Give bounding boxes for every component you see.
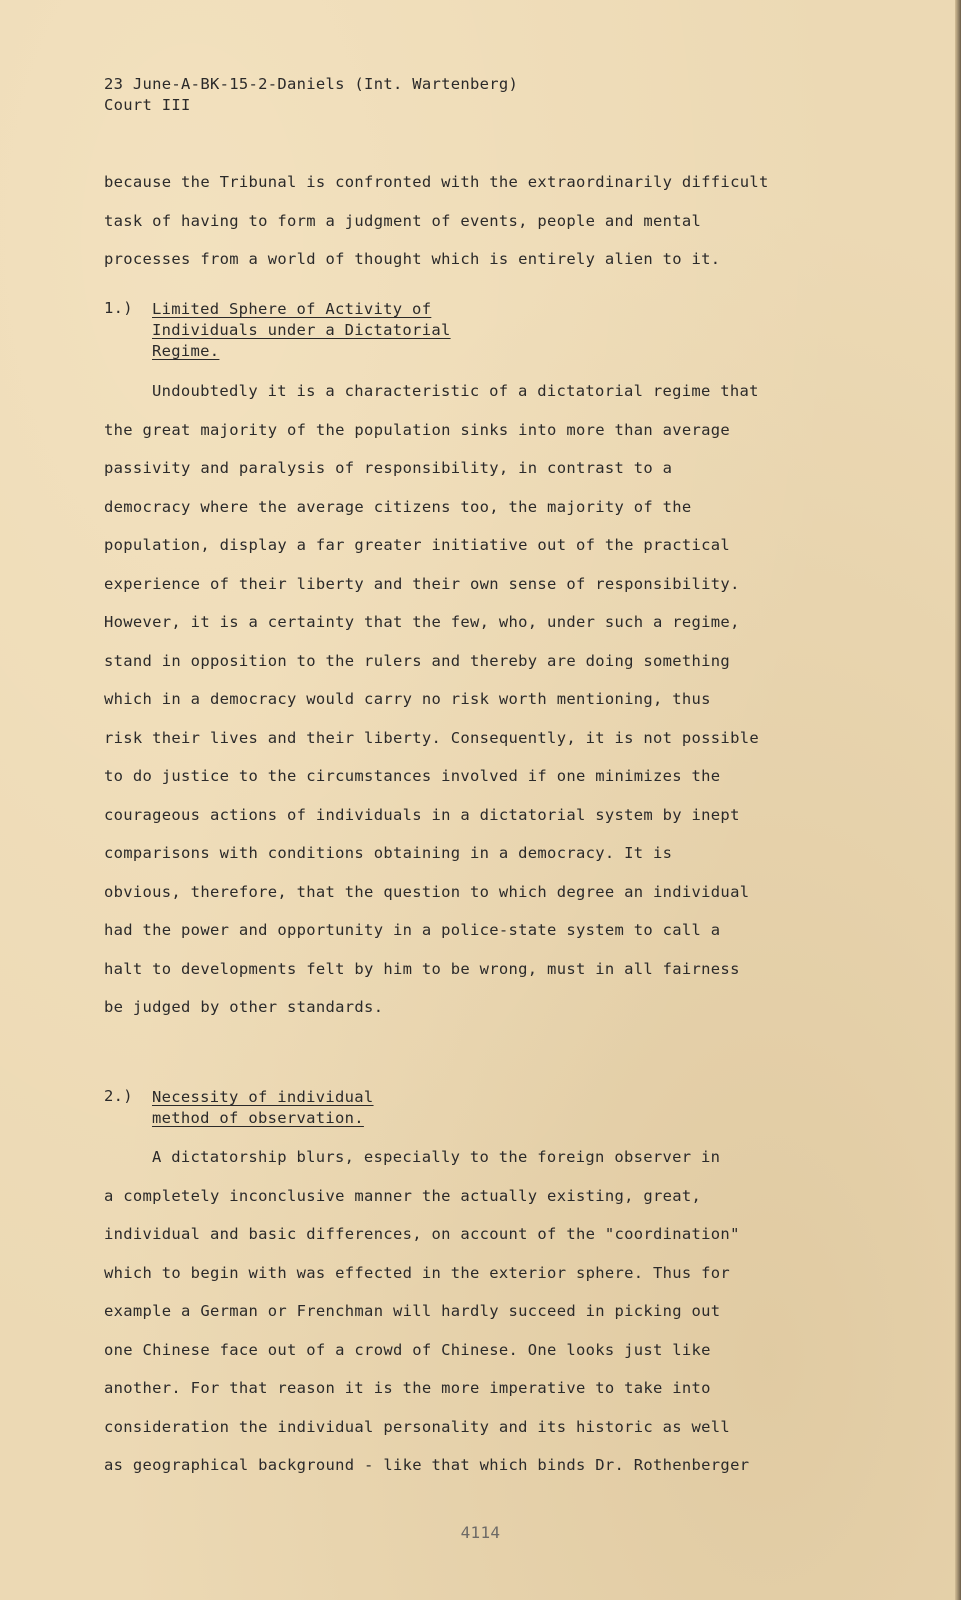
section-1-number: 1.) — [104, 299, 133, 317]
page-edge-shadow — [955, 0, 961, 1600]
text-line: experience of their liberty and their own sense of responsibility. — [104, 574, 740, 593]
text-line: risk their lives and their liberty. Consequently, it is not possible — [104, 728, 759, 747]
text-line: be judged by other standards. — [104, 998, 384, 1016]
text-line: However, it is a certainty that the few, who, under such a regime, — [104, 613, 740, 631]
text-line: democracy where the average citizens too, the majority of the — [104, 497, 692, 516]
text-line: halt to developments felt by him to be wrong, must in all fairness — [104, 959, 740, 978]
section-2-number: 2.) — [104, 1087, 133, 1105]
text-line: a completely inconclusive manner the actually existing, great, — [104, 1186, 702, 1205]
text-line: A dictatorship blurs, especially to the foreign observer in — [152, 1148, 721, 1166]
section-2-body — [104, 1138, 824, 1485]
text-line: had the power and opportunity in a police-state system to call a — [104, 921, 721, 939]
text-line: consideration the individual personality and its historic as well — [104, 1417, 731, 1436]
text-line: because the Tribunal is confronted with the extraordinarily difficult — [104, 173, 769, 191]
section-2-heading — [104, 1087, 374, 1129]
text-line: passivity and paralysis of responsibility, in contrast to a — [104, 459, 673, 477]
section-1-title-line: Individuals under a Dictatorial — [152, 321, 451, 339]
text-line: example a German or Frenchman will hardly succeed in picking out — [104, 1302, 721, 1320]
text-line: to do justice to the circumstances involved if one minimizes the — [104, 767, 721, 785]
text-line: which to begin with was effected in the exterior sphere. Thus for — [104, 1263, 731, 1282]
text-line: individual and basic differences, on account of the "coordination" — [104, 1225, 740, 1243]
text-line: stand in opposition to the rulers and thereby are doing something — [104, 651, 731, 670]
section-1-title-line: Limited Sphere of Activity of — [152, 300, 432, 318]
text-line: Undoubtedly it is a characteristic of a dictatorial regime that — [152, 382, 759, 400]
header-reference: 23 June-A-BK-15-2-Daniels (Int. Wartenberg) — [104, 75, 519, 93]
section-2-title-line: method of observation. — [152, 1109, 364, 1127]
text-line: as geographical background - like that which binds Dr. Rothenberger — [104, 1456, 750, 1474]
section-2-title — [152, 1087, 374, 1129]
text-line: courageous actions of individuals in a dictatorial system by inept — [104, 805, 740, 824]
section-1-title-line: Regime. — [152, 342, 220, 360]
text-line: comparisons with conditions obtaining in a democracy. It is — [104, 844, 673, 862]
text-line: one Chinese face out of a crowd of Chinese. One looks just like — [104, 1340, 711, 1359]
section-2-title-line: Necessity of individual — [152, 1088, 374, 1106]
text-line: task of having to form a judgment of events, people and mental — [104, 211, 702, 230]
header-court: Court III — [104, 96, 191, 114]
page-number: 4114 — [460, 1523, 501, 1542]
text-line: the great majority of the population sinks into more than average — [104, 420, 731, 439]
text-line: another. For that reason it is the more imperative to take into — [104, 1379, 711, 1397]
text-line: obvious, therefore, that the question to which degree an individual — [104, 882, 750, 901]
text-line: processes from a world of thought which is entirely alien to it. — [104, 250, 721, 268]
document-header — [104, 74, 518, 116]
section-1-title — [152, 299, 451, 362]
text-line: population, display a far greater initiative out of the practical — [104, 536, 731, 554]
section-1-heading — [104, 299, 451, 362]
intro-paragraph — [104, 163, 824, 279]
text-line: which in a democracy would carry no risk worth mentioning, thus — [104, 690, 711, 708]
section-1-body — [104, 372, 824, 1027]
